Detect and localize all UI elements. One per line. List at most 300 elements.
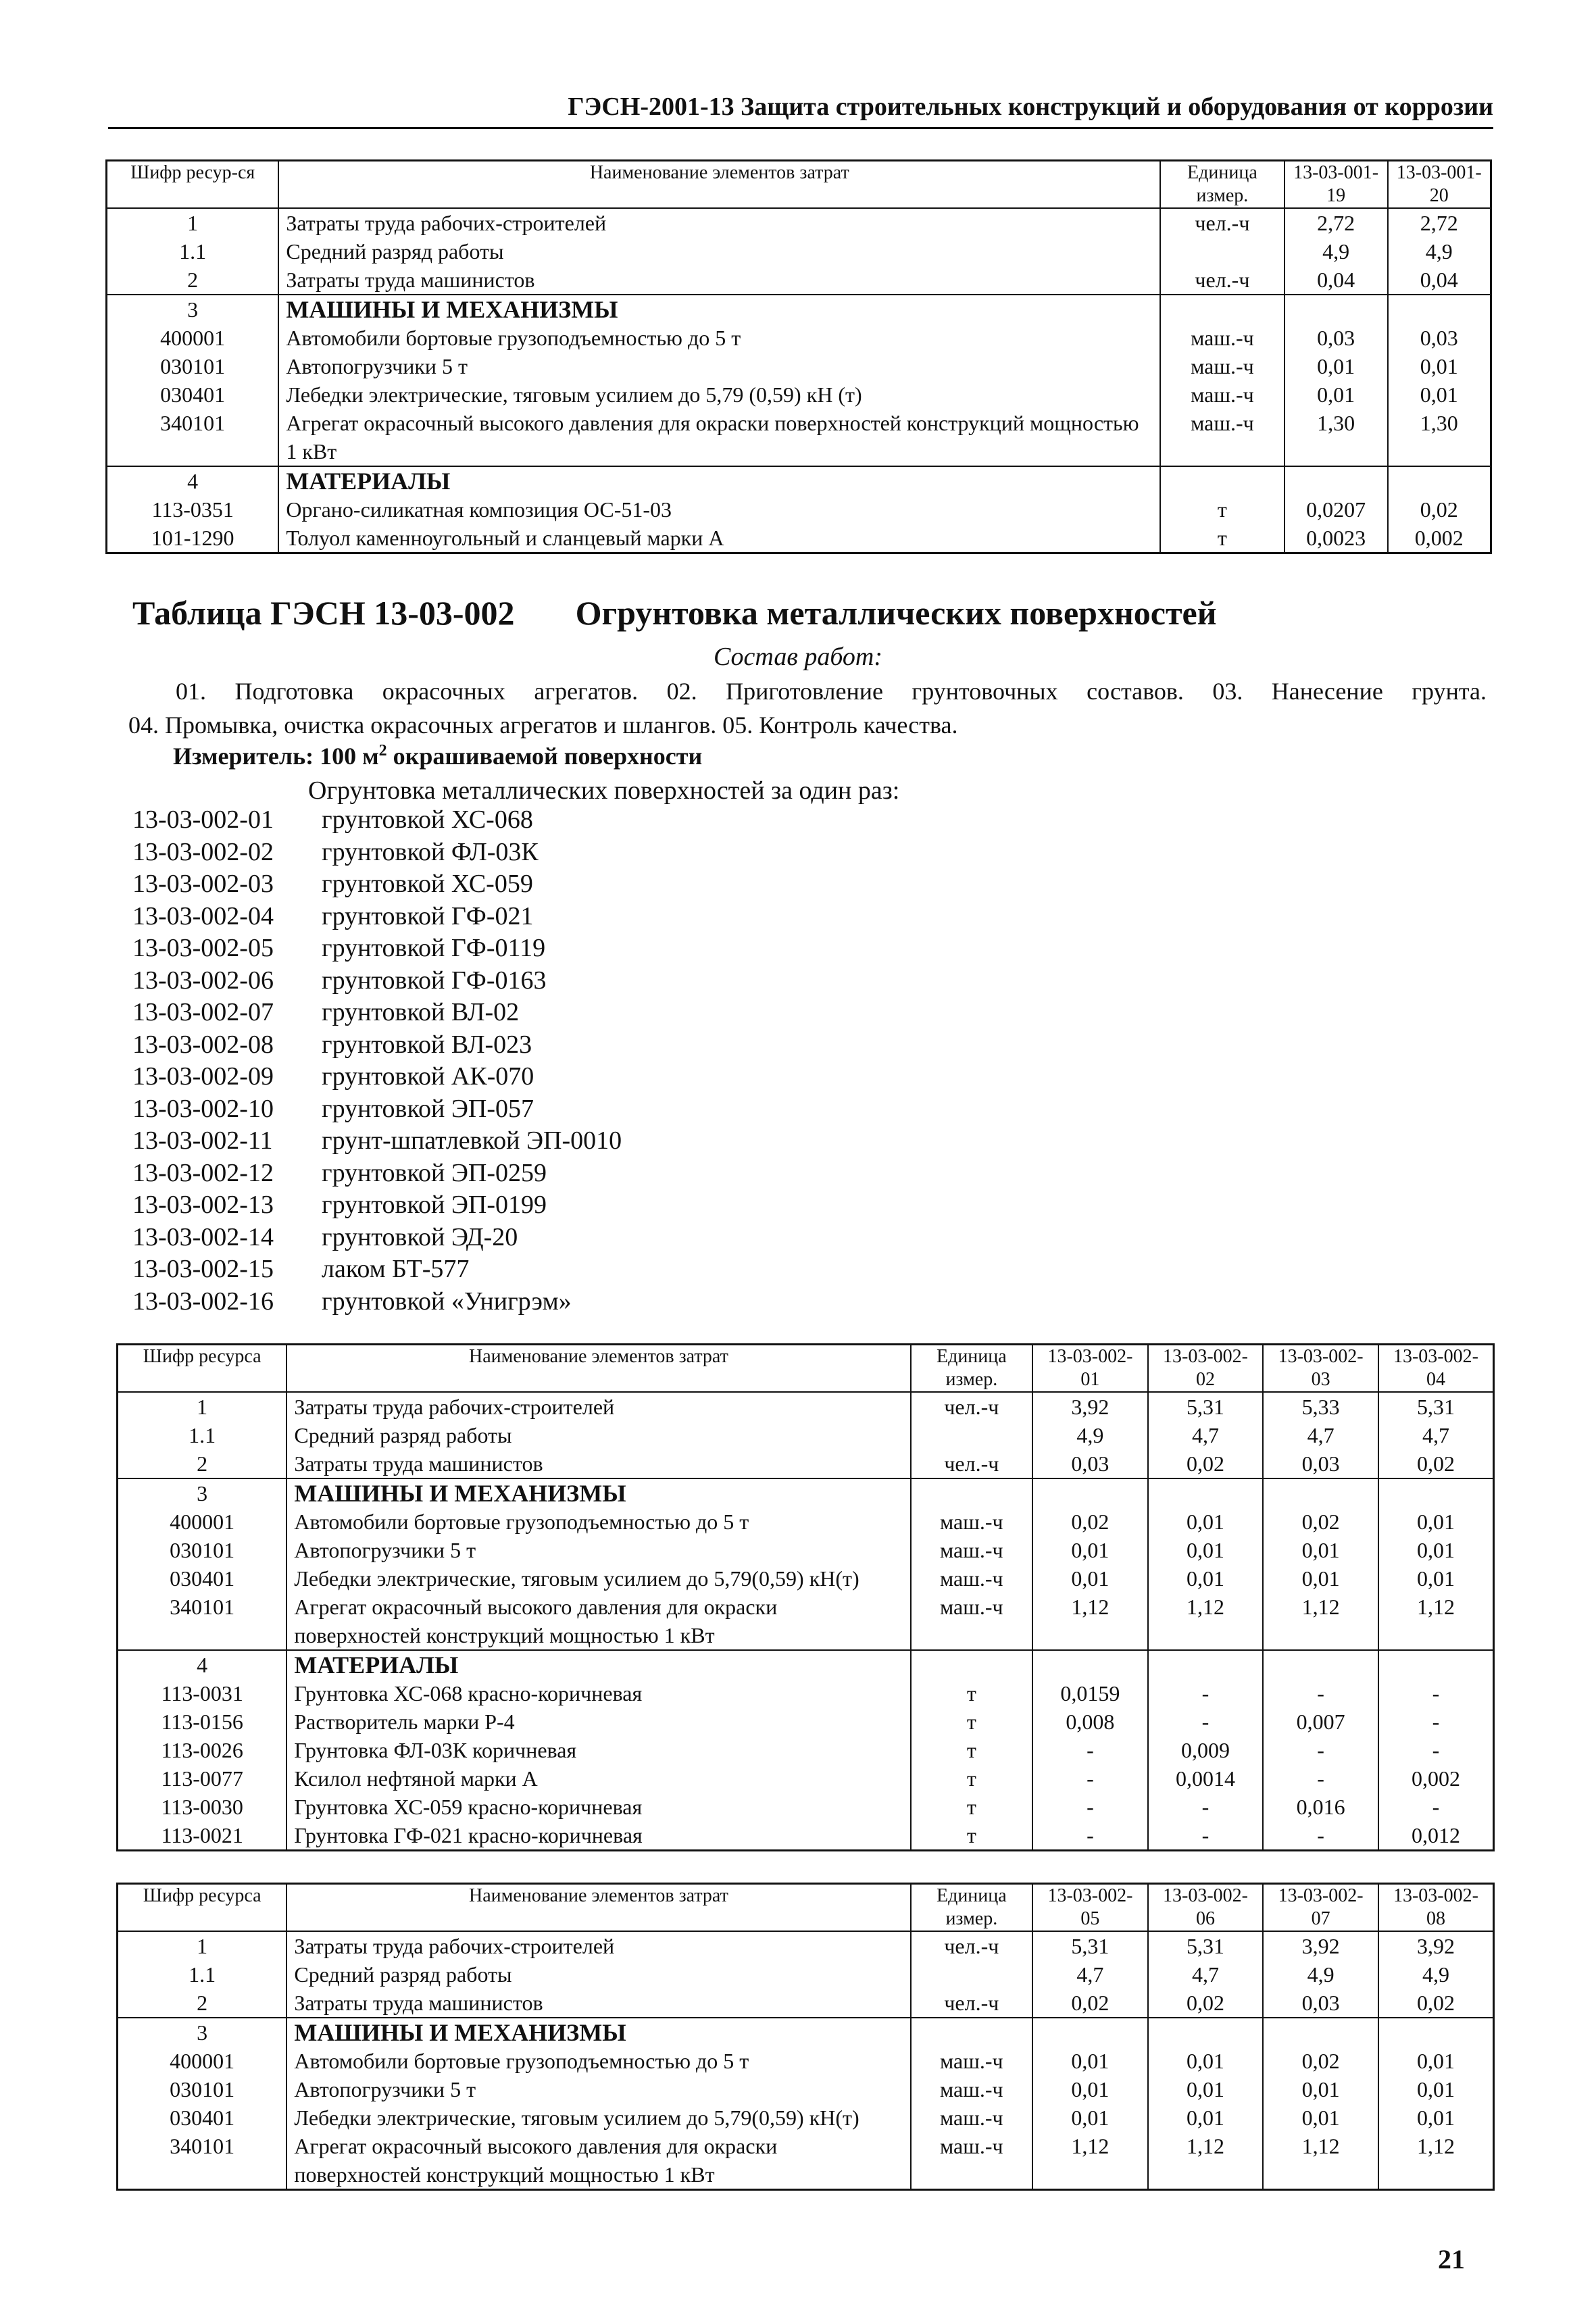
norm-value: 0,01 <box>1148 2075 1264 2104</box>
norm-value: 0,03 <box>1263 1449 1378 1478</box>
resource-name: Лебедки электрические, тяговым усилием до 5,79(0,59) кН(т) <box>286 2104 910 2132</box>
norm-value <box>1148 1478 1264 1508</box>
norms-table-13-03-002-part1 <box>116 1343 1495 1851</box>
norm-value: - <box>1032 1736 1148 1764</box>
resource-code: 113-0030 <box>118 1793 287 1821</box>
column-header: Шифр ресурса <box>118 1345 287 1393</box>
norm-value: 0,01 <box>1148 1536 1264 1564</box>
list-item <box>132 868 622 901</box>
item-code: 13-03-002-11 <box>132 1126 273 1155</box>
table-row <box>118 1989 1494 2018</box>
norm-value: 4,9 <box>1378 1960 1494 1989</box>
item-code: 13-03-002-01 <box>132 805 274 834</box>
norm-value: - <box>1378 1736 1494 1764</box>
resource-name: Ксилол нефтяной марки А <box>286 1764 910 1793</box>
column-header: Наименование элементов затрат <box>286 1345 910 1393</box>
resource-name: Автопогрузчики 5 т <box>286 1536 910 1564</box>
table-row <box>118 1650 1494 1679</box>
resource-name: Лебедки электрические, тяговым усилием до 5,79(0,59) кН(т) <box>286 1564 910 1593</box>
list-item <box>132 1189 622 1222</box>
item-code: 13-03-002-04 <box>132 901 274 930</box>
header-row <box>118 1345 1494 1393</box>
norm-value: 0,01 <box>1148 1508 1264 1536</box>
norm-value: - <box>1148 1793 1264 1821</box>
column-header: Наименование элементов затрат <box>286 1884 910 1932</box>
unit <box>1160 295 1284 324</box>
norm-value: 1,12 <box>1263 1593 1378 1650</box>
table-row <box>118 1679 1494 1708</box>
norm-value: 0,01 <box>1285 380 1388 409</box>
norm-value: 0,02 <box>1263 2047 1378 2075</box>
norm-value: 5,31 <box>1148 1392 1264 1421</box>
resource-name: Затраты труда машинистов <box>286 1449 910 1478</box>
resource-code: 113-0031 <box>118 1679 287 1708</box>
item-text: грунтовкой ЭД-20 <box>322 1222 518 1251</box>
norm-value: 0,02 <box>1263 1508 1378 1536</box>
norms-table-13-03-002-part2 <box>116 1883 1495 2191</box>
norm-value <box>1032 2018 1148 2047</box>
resource-code: 101-1290 <box>107 524 279 553</box>
resource-code: 3 <box>107 295 279 324</box>
resource-code: 340101 <box>118 2132 287 2190</box>
norm-value: 5,31 <box>1148 1931 1264 1960</box>
norm-value: 1,12 <box>1148 1593 1264 1650</box>
table-row <box>107 266 1491 295</box>
unit: чел.-ч <box>911 1989 1033 2018</box>
table-row <box>107 409 1491 466</box>
resource-code: 1 <box>118 1392 287 1421</box>
norm-value: 4,9 <box>1388 237 1491 266</box>
norm-value <box>1263 1478 1378 1508</box>
resource-code: 030401 <box>107 380 279 409</box>
resource-code: 030101 <box>118 2075 287 2104</box>
resource-name: МАШИНЫ И МЕХАНИЗМЫ <box>286 1478 910 1508</box>
table-row <box>118 1593 1494 1650</box>
items-intro: Огрунтовка металлических поверхностей за один раз: <box>308 776 900 805</box>
item-code: 13-03-002-05 <box>132 934 274 962</box>
norm-value: 1,12 <box>1378 1593 1494 1650</box>
column-header: 13-03-001-20 <box>1388 161 1491 209</box>
norm-value <box>1032 1478 1148 1508</box>
unit <box>1160 237 1284 266</box>
norm-value: 0,01 <box>1263 2104 1378 2132</box>
norm-value: 0,01 <box>1378 1564 1494 1593</box>
norm-value: 0,03 <box>1032 1449 1148 1478</box>
norm-value <box>1032 1650 1148 1679</box>
resource-name: Затраты труда машинистов <box>286 1989 910 2018</box>
norm-value: - <box>1148 1679 1264 1708</box>
norm-value: 0,002 <box>1388 524 1491 553</box>
norm-value: 0,009 <box>1148 1736 1264 1764</box>
resource-code: 4 <box>118 1650 287 1679</box>
norm-value: 0,016 <box>1263 1793 1378 1821</box>
list-item <box>132 1253 622 1286</box>
resource-code: 400001 <box>118 2047 287 2075</box>
norm-value: 0,01 <box>1263 2075 1378 2104</box>
norm-value <box>1148 1650 1264 1679</box>
norm-value: 4,7 <box>1263 1421 1378 1449</box>
column-header: Единица измер. <box>911 1345 1033 1393</box>
list-item <box>132 1093 622 1126</box>
item-code: 13-03-002-10 <box>132 1094 274 1123</box>
norm-value <box>1378 1650 1494 1679</box>
item-text: грунтовкой ВЛ-023 <box>322 1030 532 1059</box>
unit: маш.-ч <box>911 1508 1033 1536</box>
resource-code: 030101 <box>107 352 279 380</box>
list-item <box>132 804 622 837</box>
unit <box>911 1478 1033 1508</box>
item-code: 13-03-002-13 <box>132 1191 274 1219</box>
resource-name: Затраты труда рабочих-строителей <box>286 1931 910 1960</box>
item-text: грунтовкой «Унигрэм» <box>322 1287 572 1316</box>
item-text: грунтовкой ЭП-057 <box>322 1094 534 1123</box>
norm-value: 0,01 <box>1148 1564 1264 1593</box>
resource-name: МАТЕРИАЛЫ <box>286 1650 910 1679</box>
page-number: 21 <box>1438 2244 1465 2274</box>
list-item <box>132 1286 622 1318</box>
norm-value: 5,31 <box>1378 1392 1494 1421</box>
list-item <box>132 1029 622 1062</box>
item-text: грунтовкой АК-070 <box>322 1062 534 1091</box>
norm-value: 0,01 <box>1032 1536 1148 1564</box>
item-code: 13-03-002-02 <box>132 837 274 866</box>
resource-name: МАШИНЫ И МЕХАНИЗМЫ <box>278 295 1160 324</box>
unit <box>911 1650 1033 1679</box>
resource-name: Автопогрузчики 5 т <box>286 2075 910 2104</box>
norm-value: 0,04 <box>1388 266 1491 295</box>
column-header: Единица измер. <box>911 1884 1033 1932</box>
column-header: 13-03-002-05 <box>1032 1884 1148 1932</box>
norm-value: - <box>1378 1679 1494 1708</box>
norm-value: - <box>1032 1821 1148 1851</box>
works-line-1: 01. Подготовка окрасочных агрегатов. 02. Приготовление грунтовочных составов. 03. Нанесение грунта. <box>176 678 1487 705</box>
norm-value <box>1263 2018 1378 2047</box>
resource-name: Средний разряд работы <box>278 237 1160 266</box>
unit: чел.-ч <box>1160 266 1284 295</box>
table-row <box>118 1736 1494 1764</box>
unit <box>911 2018 1033 2047</box>
table-row <box>118 2104 1494 2132</box>
table-row <box>118 1764 1494 1793</box>
column-header: Единица измер. <box>1160 161 1284 209</box>
norm-value: 0,01 <box>1148 2047 1264 2075</box>
norm-value: - <box>1032 1793 1148 1821</box>
item-text: грунтовкой ВЛ-02 <box>322 998 520 1026</box>
item-text: грунтовкой ФЛ-03К <box>322 837 539 866</box>
norm-value: 0,01 <box>1148 2104 1264 2132</box>
norm-value: 0,03 <box>1263 1989 1378 2018</box>
norm-value: 1,12 <box>1032 2132 1148 2190</box>
works-label: Состав работ: <box>713 643 883 671</box>
unit: т <box>911 1793 1033 1821</box>
resource-name: Органо-силикатная композиция ОС-51-03 <box>278 495 1160 524</box>
norm-value: 1,30 <box>1285 409 1388 466</box>
unit: маш.-ч <box>911 1536 1033 1564</box>
resource-code: 1 <box>107 208 279 237</box>
resource-name: МАШИНЫ И МЕХАНИЗМЫ <box>286 2018 910 2047</box>
norm-value: 2,72 <box>1285 208 1388 237</box>
table-row <box>118 1564 1494 1593</box>
norm-value: 4,9 <box>1032 1421 1148 1449</box>
resource-code: 113-0156 <box>118 1708 287 1736</box>
column-header: 13-03-002-01 <box>1032 1345 1148 1393</box>
norm-value: 0,01 <box>1263 1564 1378 1593</box>
column-header: Шифр ресурса <box>118 1884 287 1932</box>
norm-value: 0,01 <box>1378 2047 1494 2075</box>
item-text: грунтовкой ГФ-021 <box>322 901 534 930</box>
table-row <box>118 1536 1494 1564</box>
norm-value: 0,008 <box>1032 1708 1148 1736</box>
norm-value: 3,92 <box>1263 1931 1378 1960</box>
item-text: грунтовкой ГФ-0119 <box>322 934 546 962</box>
column-header: 13-03-002-08 <box>1378 1884 1494 1932</box>
unit: маш.-ч <box>911 2104 1033 2132</box>
column-header: Шифр ресур-ся <box>107 161 279 209</box>
resource-code: 2 <box>118 1989 287 2018</box>
item-code: 13-03-002-03 <box>132 870 274 898</box>
item-code: 13-03-002-09 <box>132 1062 274 1091</box>
norm-value <box>1285 295 1388 324</box>
resource-code: 113-0021 <box>118 1821 287 1851</box>
item-text: грунтовкой ГФ-0163 <box>322 966 547 995</box>
header-row <box>118 1884 1494 1932</box>
item-code: 13-03-002-07 <box>132 998 274 1026</box>
measure-label: Измеритель: 100 м <box>173 743 379 770</box>
table-row <box>118 1449 1494 1478</box>
item-text: лаком БТ-577 <box>322 1255 470 1283</box>
unit: маш.-ч <box>911 2047 1033 2075</box>
norm-value: 0,01 <box>1378 1536 1494 1564</box>
norm-value: 5,33 <box>1263 1392 1378 1421</box>
unit: маш.-ч <box>911 2075 1033 2104</box>
item-code: 13-03-002-12 <box>132 1158 274 1187</box>
item-text: грунтовкой ЭП-0259 <box>322 1158 547 1187</box>
list-item <box>132 932 622 965</box>
resource-name: Затраты труда рабочих-строителей <box>278 208 1160 237</box>
norm-value: 0,02 <box>1388 495 1491 524</box>
table-row <box>118 1508 1494 1536</box>
item-text: грунтовкой ХС-059 <box>322 870 533 898</box>
norm-value <box>1388 466 1491 495</box>
norm-value: 3,92 <box>1378 1931 1494 1960</box>
norm-value <box>1388 295 1491 324</box>
table-row <box>118 2075 1494 2104</box>
norm-value <box>1148 2018 1264 2047</box>
column-header: Наименование элементов затрат <box>278 161 1160 209</box>
resource-name: Затраты труда рабочих-строителей <box>286 1392 910 1421</box>
item-code: 13-03-002-14 <box>132 1222 274 1251</box>
item-text: грунтовкой ЭП-0199 <box>322 1191 547 1219</box>
unit: т <box>911 1764 1033 1793</box>
norm-value: 0,01 <box>1032 2047 1148 2075</box>
table-row <box>118 2018 1494 2047</box>
resource-code: 1.1 <box>107 237 279 266</box>
norm-value: 0,04 <box>1285 266 1388 295</box>
unit: чел.-ч <box>1160 208 1284 237</box>
table-row <box>107 324 1491 352</box>
table-row <box>118 2047 1494 2075</box>
works-line-2: 04. Промывка, очистка окрасочных агрегатов и шлангов. 05. Контроль качества. <box>128 712 958 739</box>
resource-name: Грунтовка ФЛ-03К коричневая <box>286 1736 910 1764</box>
column-header: 13-03-002-07 <box>1263 1884 1378 1932</box>
resource-code: 3 <box>118 2018 287 2047</box>
table-row <box>107 352 1491 380</box>
table-row <box>118 2132 1494 2190</box>
list-item <box>132 965 622 997</box>
resource-code: 1.1 <box>118 1421 287 1449</box>
unit: чел.-ч <box>911 1449 1033 1478</box>
norm-value: - <box>1263 1764 1378 1793</box>
resource-code: 4 <box>107 466 279 495</box>
list-item <box>132 901 622 933</box>
resource-code: 030401 <box>118 2104 287 2132</box>
resource-name: Агрегат окрасочный высокого давления для окраски поверхностей конструкций мощностью 1 кВт <box>286 1593 910 1650</box>
measure-tail: окрашиваемой поверхности <box>386 743 703 770</box>
resource-code: 030401 <box>118 1564 287 1593</box>
norm-value <box>1378 1478 1494 1508</box>
column-header: 13-03-002-02 <box>1148 1345 1264 1393</box>
item-code: 13-03-002-15 <box>132 1255 274 1283</box>
norm-value: - <box>1263 1679 1378 1708</box>
column-header: 13-03-002-06 <box>1148 1884 1264 1932</box>
norm-value: - <box>1378 1708 1494 1736</box>
unit <box>911 1960 1033 1989</box>
resource-code: 1.1 <box>118 1960 287 1989</box>
norm-value: 0,01 <box>1388 352 1491 380</box>
norm-codes-list <box>132 804 622 1318</box>
resource-name: Затраты труда машинистов <box>278 266 1160 295</box>
section-title-name: Огрунтовка металлических поверхностей <box>575 594 1217 632</box>
norm-value: 4,7 <box>1378 1421 1494 1449</box>
unit: маш.-ч <box>911 1593 1033 1650</box>
resource-name: Автомобили бортовые грузоподъемностью до 5 т <box>286 2047 910 2075</box>
norm-value: 0,0159 <box>1032 1679 1148 1708</box>
resource-name: МАТЕРИАЛЫ <box>278 466 1160 495</box>
unit: маш.-ч <box>1160 409 1284 466</box>
table-row <box>107 237 1491 266</box>
table-row <box>118 1821 1494 1851</box>
norm-value: 4,7 <box>1032 1960 1148 1989</box>
resource-name: Средний разряд работы <box>286 1960 910 1989</box>
table-row <box>107 380 1491 409</box>
norm-value: 0,007 <box>1263 1708 1378 1736</box>
norm-value: 0,012 <box>1378 1821 1494 1851</box>
unit: чел.-ч <box>911 1931 1033 1960</box>
resource-name: Грунтовка ХС-059 красно-коричневая <box>286 1793 910 1821</box>
unit <box>1160 466 1284 495</box>
unit: маш.-ч <box>1160 324 1284 352</box>
norm-value: 0,01 <box>1032 2104 1148 2132</box>
table-row <box>118 1478 1494 1508</box>
resource-name: Грунтовка ГФ-021 красно-коричневая <box>286 1821 910 1851</box>
table-row <box>118 1931 1494 1960</box>
resource-name: Автопогрузчики 5 т <box>278 352 1160 380</box>
column-header: 13-03-001-19 <box>1285 161 1388 209</box>
norm-value: 0,02 <box>1148 1449 1264 1478</box>
norm-value: 1,12 <box>1032 1593 1148 1650</box>
resource-code: 400001 <box>107 324 279 352</box>
item-code: 13-03-002-16 <box>132 1287 274 1316</box>
unit: т <box>911 1708 1033 1736</box>
unit: т <box>911 1821 1033 1851</box>
resource-code: 1 <box>118 1931 287 1960</box>
norm-value: 3,92 <box>1032 1392 1148 1421</box>
resource-name: Толуол каменноугольный и сланцевый марки А <box>278 524 1160 553</box>
resource-code: 113-0026 <box>118 1736 287 1764</box>
table-row <box>107 524 1491 553</box>
norm-value: 0,01 <box>1032 1564 1148 1593</box>
norm-value: 1,30 <box>1388 409 1491 466</box>
list-item <box>132 837 622 869</box>
norm-value: 0,0014 <box>1148 1764 1264 1793</box>
norms-table-13-03-001 <box>105 159 1492 554</box>
column-header: 13-03-002-03 <box>1263 1345 1378 1393</box>
norm-value: 0,01 <box>1285 352 1388 380</box>
norm-value: 0,01 <box>1263 1536 1378 1564</box>
table-row <box>118 1793 1494 1821</box>
list-item <box>132 1158 622 1190</box>
resource-name: Средний разряд работы <box>286 1421 910 1449</box>
resource-code: 3 <box>118 1478 287 1508</box>
table-row <box>107 295 1491 324</box>
table-row <box>118 1708 1494 1736</box>
section-title <box>132 593 1217 632</box>
norm-value: 2,72 <box>1388 208 1491 237</box>
norm-value: 0,01 <box>1378 2104 1494 2132</box>
norm-value <box>1378 2018 1494 2047</box>
resource-code: 113-0077 <box>118 1764 287 1793</box>
resource-name: Грунтовка ХС-068 красно-коричневая <box>286 1679 910 1708</box>
resource-code: 340101 <box>118 1593 287 1650</box>
unit: маш.-ч <box>911 1564 1033 1593</box>
norm-value: 0,02 <box>1378 1449 1494 1478</box>
norm-value: 0,01 <box>1378 2075 1494 2104</box>
norm-value: - <box>1148 1708 1264 1736</box>
item-code: 13-03-002-08 <box>132 1030 274 1059</box>
norm-value <box>1263 1650 1378 1679</box>
list-item <box>132 1061 622 1093</box>
unit: т <box>1160 524 1284 553</box>
table-row <box>107 495 1491 524</box>
norm-value: - <box>1378 1793 1494 1821</box>
norm-value: 4,9 <box>1285 237 1388 266</box>
unit: маш.-ч <box>1160 380 1284 409</box>
norm-value: - <box>1148 1821 1264 1851</box>
norm-value: 0,0207 <box>1285 495 1388 524</box>
list-item <box>132 997 622 1029</box>
norm-value: 1,12 <box>1263 2132 1378 2190</box>
page-header: ГЭСН-2001-13 Защита строительных конструкций и оборудования от коррозии <box>108 92 1493 129</box>
list-item <box>132 1222 622 1254</box>
works-list <box>128 674 1487 742</box>
unit: т <box>911 1679 1033 1708</box>
table-row <box>118 1421 1494 1449</box>
resource-code: 2 <box>107 266 279 295</box>
list-item <box>132 1125 622 1158</box>
norm-value: - <box>1263 1736 1378 1764</box>
item-text: грунтовкой ХС-068 <box>322 805 533 834</box>
measure-unit <box>173 742 702 770</box>
norm-value: 0,03 <box>1285 324 1388 352</box>
norm-value: 4,9 <box>1263 1960 1378 1989</box>
table-row <box>118 1392 1494 1421</box>
norm-value: 0,02 <box>1148 1989 1264 2018</box>
norm-value: 0,0023 <box>1285 524 1388 553</box>
norm-value: 1,12 <box>1148 2132 1264 2190</box>
resource-name: Агрегат окрасочный высокого давления для окраски поверхностей конструкций мощностью 1 кВт <box>278 409 1160 466</box>
resource-code: 400001 <box>118 1508 287 1536</box>
item-code: 13-03-002-06 <box>132 966 274 995</box>
